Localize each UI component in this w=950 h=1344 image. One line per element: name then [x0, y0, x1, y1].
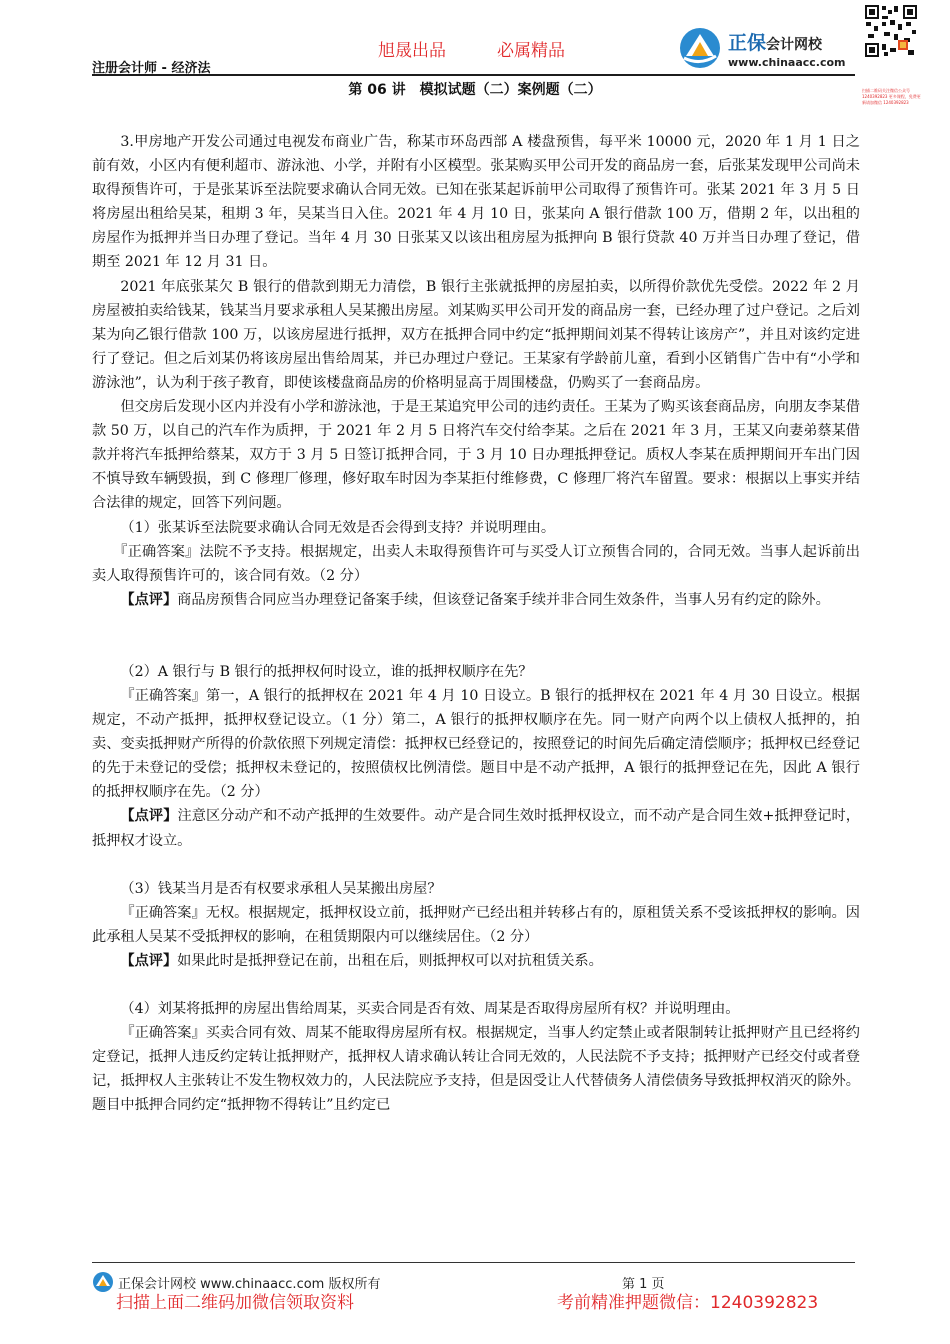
footer-rule	[92, 1262, 855, 1263]
answer-3: 『正确答案』无权。根据规定，抵押权设立前，抵押财产已经出租并转移占有的，原租赁关系不受该抵押权的影响。因此承租人吴某不受抵押权的影响，在租赁期限内可以继续居住。（2 分）	[92, 904, 860, 945]
comment-3	[92, 949, 860, 973]
page-title: 第 06 讲 模拟试题（二）案例题（二）	[348, 82, 602, 98]
header-course: 注册会计师 - 经济法	[92, 61, 211, 76]
header-promo-right: 必属精品	[497, 41, 565, 61]
comment-2-text: 注意区分动产和不动产抵押的生效要件。动产是合同生效时抵押权设立，而不动产是合同生效+抵押登记时，抵押权才设立。	[92, 808, 860, 849]
comment-3-label: 【点评】	[120, 952, 178, 969]
case-paragraph-1: 3.甲房地产开发公司通过电视发布商业广告，称某市环岛西部 A 楼盘预售，每平米 10000 元，2020 年 1 月 1 日之前有效，小区内有便利超市、游泳池、小学，并附有小区模型。张某购买甲公司开发的商品房一套，后张某发现甲公司尚未取得预售许可，于是张某诉至法院要求确认合同无效。已知在张某起诉前甲公司取得了预售许可。张某 2021 年 3 月 5 日将房屋出租给吴某，租期 3 年，吴某当日入住。2021 年 4 月 10 日，张某向 A 银行借款 100 万，借期 2 年，以出租的房屋作为抵押并当日办理了登记。当年 4 月 30 日张某又以该出租房屋为抵押向 B 银行贷款 40 万并当日办理了登记，借期至 2021 年 12 月 31 日。	[92, 134, 860, 271]
logo-url: www.chinaacc.com	[728, 56, 846, 69]
logo-name	[728, 28, 822, 55]
case-paragraph-2: 2021 年底张某欠 B 银行的借款到期无力清偿，B 银行主张就抵押的房屋拍卖，以所得价款优先受偿。2022 年 2 月房屋被拍卖给钱某，钱某当月要求承租人吴某搬出房屋。刘某购买甲公司开发的商品房一套，已经办理了过户登记。之后刘某为向乙银行借款 100 万，以该房屋进行抵押，双方在抵押合同中约定“抵押期间刘某不得转让该房产”，并且对该约定进行了登记。但之后刘某仍将该房屋出售给周某，并已办理过户登记。王某家有学龄前儿童，看到小区销售广告中有“小学和游泳池”，认为利于孩子教育，即使该楼盘商品房的价格明显高于周围楼盘，仍购买了一套商品房。	[92, 278, 860, 391]
comment-1	[92, 588, 860, 612]
footer-page-number: 第 1 页	[622, 1277, 665, 1292]
answer-1: 『正确答案』法院不予支持。根据规定，出卖人未取得预售许可与买受人订立预售合同的，合同无效。当事人起诉前出卖人取得预售许可的，该合同有效。（2 分）	[92, 543, 860, 584]
question-4: （4）刘某将抵押的房屋出售给周某，买卖合同是否有效、周某是否取得房屋所有权？并说明理由。	[120, 1001, 740, 1017]
question-1: （1）张某诉至法院要求确认合同无效是否会得到支持？并说明理由。	[120, 519, 556, 536]
chinaacc-logo-icon	[678, 26, 722, 70]
question-2: （2）A 银行与 B 银行的抵押权何时设立，谁的抵押权顺序在先？	[120, 663, 533, 680]
header-promo-left: 旭晟出品	[378, 41, 446, 61]
spacer	[92, 612, 860, 636]
comment-1-text: 商品房预售合同应当办理登记备案手续，但该登记备案手续并非合同生效条件，当事人另有约定的除外。	[177, 591, 830, 608]
spacer	[92, 973, 860, 997]
footer-promo-right: 考前精准押题微信：1240392823	[557, 1293, 819, 1313]
comment-2-label: 【点评】	[120, 808, 178, 825]
footer-logo-icon	[92, 1271, 114, 1293]
qr-note: 扫描二维码关注微信公众号 1240392823 更多课程，免费更新请加微信 1240392823	[862, 88, 921, 105]
footer-promo-left: 扫描上面二维码加微信领取资料	[116, 1293, 354, 1313]
qr-code-icon	[864, 4, 918, 58]
header-rule	[92, 74, 855, 76]
comment-2	[92, 804, 860, 852]
spacer	[92, 636, 860, 660]
question-3: （3）钱某当月是否有权要求承租人吴某搬出房屋？	[120, 880, 442, 897]
logo-name-main: 正保	[728, 32, 767, 54]
chinaacc-logo[interactable]	[678, 26, 858, 74]
spacer	[92, 853, 860, 877]
logo-name-suffix: 会计网校	[766, 37, 823, 53]
answer-4: 『正确答案』买卖合同有效、周某不能取得房屋所有权。根据规定，当事人约定禁止或者限制转让抵押财产且已经将约定登记，抵押人违反约定转让抵押财产，抵押权人请求确认转让合同无效的，人民法院不予支持；抵押财产已经交付或者登记，抵押权人主张转让不发生物权效力的，人民法院应予支持，但是因受让人代替债务人清偿债务导致抵押权消灭的除外。题目中抵押合同约定“抵押物不得转让”且约定已	[92, 1025, 860, 1114]
comment-1-label: 【点评】	[120, 591, 178, 608]
footer-copyright: 正保会计网校 www.chinaacc.com 版权所有	[118, 1277, 381, 1292]
comment-3-text: 如果此时是抵押登记在前，出租在后，则抵押权可以对抗租赁关系。	[177, 952, 603, 969]
document-body	[92, 130, 860, 1117]
case-paragraph-3: 但交房后发现小区内并没有小学和游泳池，于是王某追究甲公司的违约责任。王某为了购买该套商品房，向朋友李某借款 50 万，以自己的汽车作为质押，于 2021 年 2 月 5 日将汽车交付给李某。之后在 2021 年 3 月，王某又向妻弟蔡某借款并将汽车抵押给蔡某，双方于 3 月 5 日签订抵押合同，于 3 月 10 日办理抵押登记。质权人李某在质押期间开车出门因不慎导致车辆毁损，到 C 修理厂修理，修好取车时因为李某拒付维修费，C 修理厂将汽车留置。要求：根据以上事实并结合法律的规定，回答下列问题。	[92, 399, 860, 512]
answer-2: 『正确答案』第一，A 银行的抵押权在 2021 年 4 月 10 日设立。B 银行的抵押权在 2021 年 4 月 30 日设立。根据规定，不动产抵押，抵押权登记设立。（1 分）第二，A 银行的抵押权顺序在先。同一财产向两个以上债权人抵押的，拍卖、变卖抵押财产所得的价款依照下列规定清偿：抵押权已经登记的，按照登记的时间先后确定清偿顺序；抵押权已经登记的先于未登记的受偿；抵押权未登记的，按照债权比例清偿。题目中是不动产抵押，A 银行的抵押登记在先，因此 A 银行的抵押权顺序在先。（2 分）	[92, 687, 860, 801]
